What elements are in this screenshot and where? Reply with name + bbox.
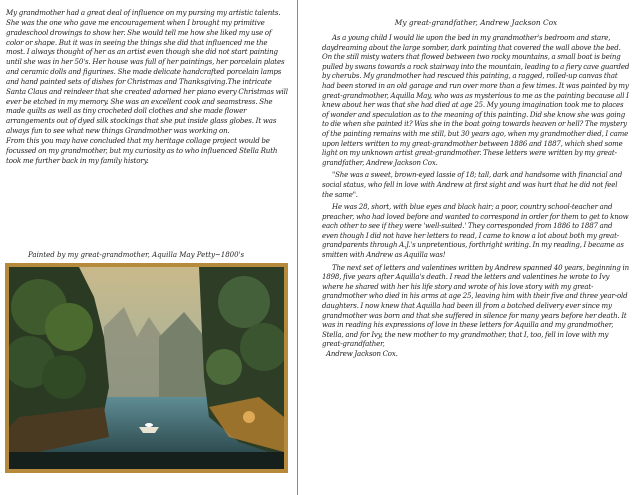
page-divider: [297, 0, 298, 495]
intro-paragraph: My grandmother had a great deal of influence on my pursing my artistic talents. She was the one who gave me encouragement when I brought my primitive gradeschool drowings to show her. She would tell me how she liked my use of color or shape. But it was in seeing the things she did that influenced me the most. I always thought of her as an artist even though she did not start painting until she was in her 50's. Her house was full of her paintings, her porcelain plates and ceramic dolls and figurines. She made delicate handcrafted porcelain lamps and hand painted sets of dishes for Christmas and Thanksgiving.The intricate Santa Claus and reindeer that she created adorned her piano every Christmas will ever be etched in my memory. She was an excellent cook and seamstress. She made quilts as well as tiny crocheted doll clothes and she made flower arrangements out of dyed silk stockings that she put inside glass globes. It was always fun to see what new things Grandmother was working on.: [6, 8, 288, 136]
painting-image: [9, 267, 284, 469]
story-paragraph-3: The next set of letters and valentines written by Andrew spanned 40 years, beginning in 1898, five years after Aquilla's death. I read the letters and valentines he wrote to Ivy where he shared with her his life story and wrote of his love story with my great-grandmother who died in his arms at age 25, leaving him with their five and three year-old daughters. I now knew that Aquilla had been ill from a botched delivery ever since my grandmother was born and that she suffered in silence for many years before her death. It was in reading his expressions of love in these letters for Aquilla and my grandmother, Stella, and for Ivy, the new mother to my grandmother, that I, too, fell in love with my great-grandfather,: [322, 263, 629, 349]
landscape-painting: [5, 263, 288, 473]
left-column: [6, 8, 288, 166]
story-paragraph-1: As a young child I would lie upon the bed in my grandmother's bedroom and stare, daydreaming about the large somber, dark painting that covered the wall above the bed. On the still misty waters that flowed between two rocky mountains, a small boat is being pulled by swans towards a rock stairway into the mountain, leading to a fiery cave guarded by cherubs. My grandmother had rescued this painting, a ragged, rolled-up canvas that had been stored in an old garage and run over more than a few times. It was painted by my great-grandmother, Aquilla May, who was as mysterious to me as the painting because all I knew about her was that she had died at age 25. My young imagination took me to places of wonder and speculation as to the meaning of this painting. Did she know she was going to die when she painted it? Was she in the boat going towards heaven or hell? The mystery of the painting remains with me still, but 30 years ago, when my grandmother died, I came upon letters written to my great-grandmother between 1886 and 1887, which shed some light on my unknown artist great-grandmother. These letters were written by my great-grandfather, Andrew Jackson Cox.: [322, 34, 630, 167]
story-signature: Andrew Jackson Cox.: [326, 350, 398, 358]
right-column: [322, 6, 630, 360]
story-paragraph-2: He was 28, short, with blue eyes and black hair; a poor, country school-teacher and preacher, who had loved before and wanted to correspond in order for them to get to know each other to see if they were 'well-suited.' They corresponded from 1886 to 1887 and even though I did not have her letters to read, I came to know a lot about both my great-grandparents through A.J.'s unpretentious, forthright writing. In my reading, I became as smitten with Andrew as Aquilla was!: [322, 203, 629, 260]
section-title: My great-grandfather, Andrew Jackson Cox: [394, 18, 558, 27]
story-quote: "She was a sweet, brown-eyed lassie of 18; tall, dark and handsome with financial and social status, who fell in love with Andrew at first sight and was hurt that he did not feel the same".: [322, 171, 623, 199]
heritage-paragraph: From this you may have concluded that my heritage collage project would be focussed on my grandmother, but my curiosity as to who influenced Stella Ruth took me further back in my family history.: [6, 135, 278, 165]
painting-caption: Painted by my great-grandmother, Aquilla May Petty~1800's: [28, 251, 245, 259]
